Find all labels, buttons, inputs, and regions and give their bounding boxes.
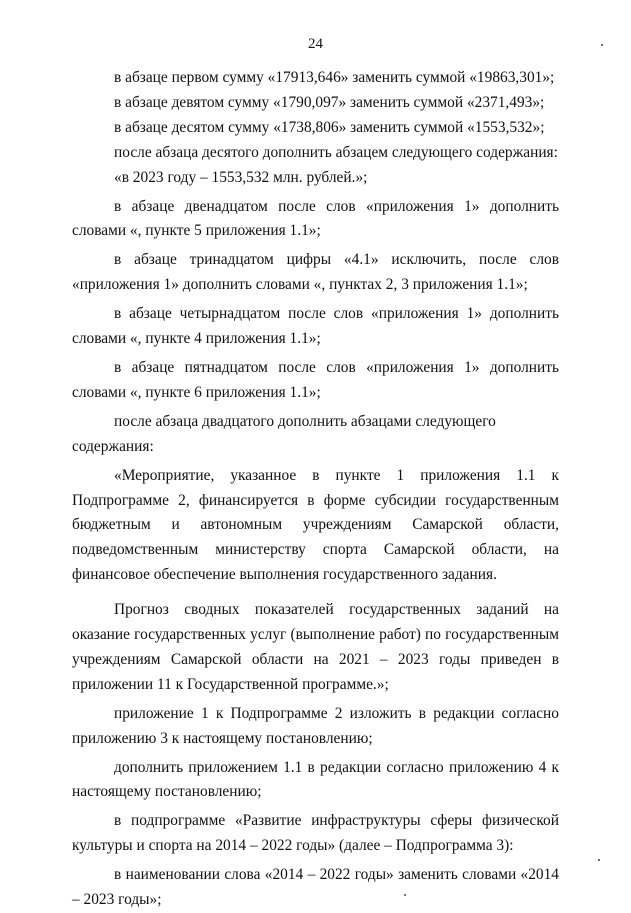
paragraph: в абзаце двенадцатом после слов «приложения 1» дополнить словами «, пункте 5 приложения 1.1»;	[72, 197, 559, 240]
paragraph: приложение 1 к Подпрограмме 2 изложить в редакции согласно приложению 3 к настоящему постановлению;	[72, 704, 559, 747]
paragraph: в подпрограмме «Развитие инфраструктуры сферы физической культуры и спорта на 2014 – 2022 годы» (далее – Подпрограмма 3):	[72, 812, 559, 855]
scan-speck	[598, 859, 600, 861]
paragraph: в абзаце первом сумму «17913,646» заменить суммой «19863,301»;	[114, 69, 555, 86]
paragraph: в абзаце тринадцатом цифры «4.1» исключить, после слов «приложения 1» дополнить словами «, пунктах 2, 3 приложения 1.1»;	[72, 251, 559, 294]
paragraph: в абзаце десятом сумму «1738,806» заменить суммой «1553,532»;	[114, 118, 545, 136]
page-number: 24	[308, 36, 323, 52]
paragraph: после абзаца десятого дополнить абзацем следующего содержания:	[114, 143, 558, 161]
paragraph: в наименовании слова «2014 – 2022 годы» заменить словами «2014 – 2023 годы»;	[72, 866, 559, 909]
document-body	[72, 66, 559, 913]
scan-speck	[601, 44, 603, 46]
paragraph: «в 2023 году – 1553,532 млн. рублей.»;	[114, 168, 368, 186]
paragraph: в абзаце четырнадцатом после слов «приложения 1» дополнить словами «, пункте 4 приложения 1.1»;	[72, 305, 559, 348]
scan-speck	[404, 894, 406, 896]
paragraph: в абзаце пятнадцатом после слов «приложения 1» дополнить словами «, пункте 6 приложения 1.1»;	[72, 358, 559, 401]
paragraph: Прогноз сводных показателей государственных заданий на оказание государственных услуг (выполнение работ) по государственным учреждениям Самарской области на 2021 – 2023 годы приведен в приложении 11 к Государственной программе.»;	[72, 601, 559, 693]
paragraph: «Мероприятие, указанное в пункте 1 приложения 1.1 к Подпрограмме 2, финансируется в форме субсидии государственным бюджетным и автономным учреждениям Самарской области, подведомственным министерству спорта Самарской области, на финансовое обеспечение выполнения государственного задания.	[72, 466, 559, 584]
paragraph: в абзаце девятом сумму «1790,097» заменить суммой «2371,493»;	[114, 93, 545, 111]
paragraph: дополнить приложением 1.1 в редакции согласно приложению 4 к настоящему постановлению;	[72, 758, 559, 801]
paragraph: после абзаца двадцатого дополнить абзацами следующего содержания:	[72, 412, 496, 455]
